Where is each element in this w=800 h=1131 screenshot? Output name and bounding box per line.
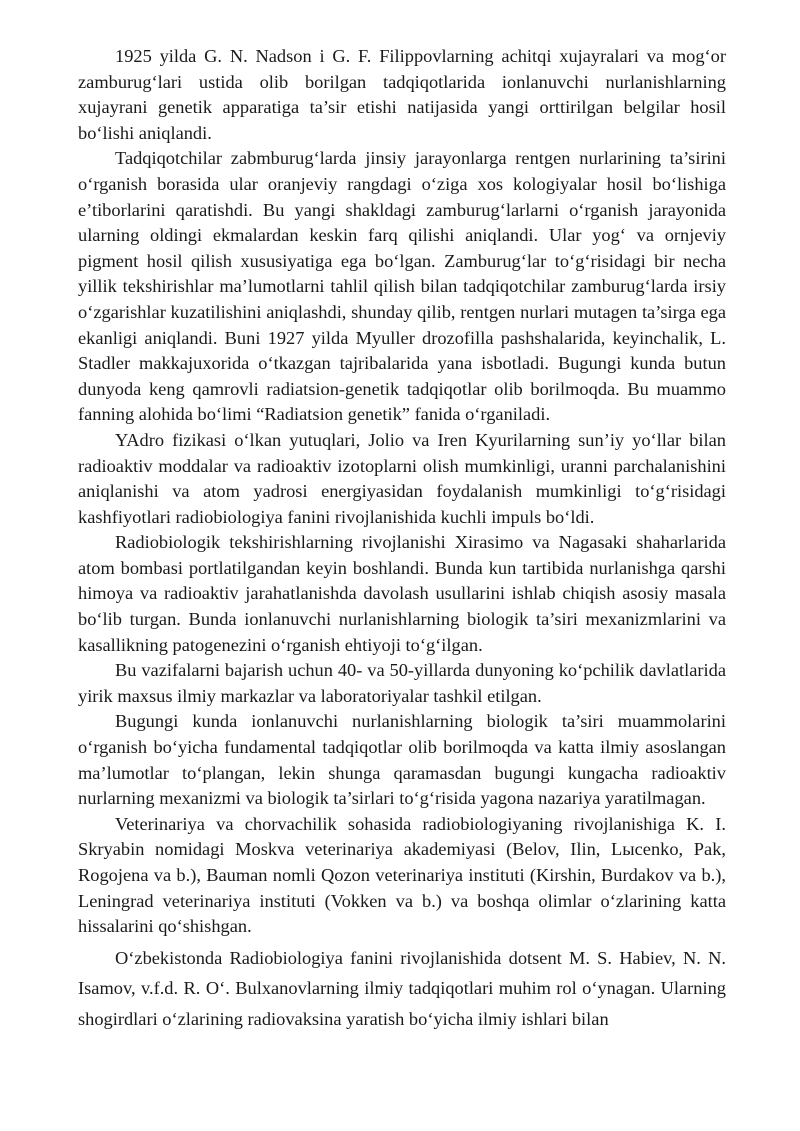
paragraph-hiroshima-nagasaki: Radiobiologik tekshirishlarning rivojlanishi Xirasimo va Nagasaki shaharlarida atom bombasi portlatilgandan keyin boshlandi. Bunda kun tartibida nurlanishga qarshi himoya va radioaktiv jarahatlanishda davolash usullarini ishlab chiqish asosiy masala bo‘lib turgan. Bunda ionlanuvchi nurlanishlarning biologik ta’siri mexanizmlarini va kasallikning patogenezini o‘rganish ehtiyoji to‘g‘ilgan.	[78, 532, 726, 655]
paragraph-nadson-research: 1925 yilda G. N. Nadson i G. F. Filippovlarning achitqi xujayralari va mog‘or zamburug‘lari ustida olib borilgan tadqiqotlarida ionlanuvchi nurlanishlarning xujayrani genetik apparatiga ta’sir etishi natijasida yangi orttirilgan belgilar hosil bo‘lishi aniqlandi.	[78, 46, 726, 143]
document-page	[78, 44, 726, 1034]
paragraph-veterinary-radiobiology: Veterinariya va chorvachilik sohasida radiobiologiyaning rivojlanishiga K. I. Skryabin nomidagi Moskva veterinariya akademiyasi (Belov, Ilin, Lысenko, Pak, Rogojena va b.), Bauman nomli Qozon veterinariya instituti (Kirshin, Burdakov va b.), Leningrad veterinariya instituti (Vokken va b.) va boshqa olimlar o‘zlarining katta hissalarini qo‘shishgan.	[78, 813, 726, 937]
paragraph-research-centers: Bu vazifalarni bajarish uchun 40- va 50-yillarda dunyoning ko‘pchilik davlatlarida yirik maxsus ilmiy markazlar va laboratoriyalar tashkil etilgan.	[78, 660, 726, 706]
paragraph-uzbekistan-radiobiology: O‘zbekistonda Radiobiologiya fanini rivojlanishida dotsent M. S. Habiev, N. N. Isamov, v.f.d. R. O‘. Bulxanovlarning ilmiy tadqiqotlari muhim rol o‘ynagan. Ularning shogirdlari o‘zlarining radiovaksina yaratish bo‘yicha ilmiy ishlari bilan	[78, 947, 726, 1029]
paragraph-nuclear-physics: YAdro fizikasi o‘lkan yutuqlari, Jolio va Iren Kyurilarning sun’iy yo‘llar bilan radioaktiv moddalar va radioaktiv izotoplarni olish mumkinligi, uranni parchalanishini aniqlanishi va atom yadrosi energiyasidan foydalanish mumkinligi to‘g‘risidagi kashfiyotlari radiobiologiya fanini rivojlanishida kuchli impuls bo‘ldi.	[78, 429, 726, 527]
paragraph-fundamental-research: Bugungi kunda ionlanuvchi nurlanishlarning biologik ta’siri muammolarini o‘rganish bo‘yicha fundamental tadqiqotlar olib borilmoqda va katta ilmiy asoslangan ma’lumotlar to‘plangan, lekin shunga qaramasdan bugungi kungacha radioaktiv nurlarning mexanizmi va biologik ta’sirlari to‘g‘risida yagona nazariya yaratilmagan.	[78, 711, 726, 809]
paragraph-fungi-xray: Tadqiqotchilar zabmburug‘larda jinsiy jarayonlarga rentgen nurlarining ta’sirini o‘rganish borasida ular oranjeviy rangdagi o‘ziga xos kologiyalar hosil bo‘lishiga e’tiborlarini qaratishdi. Bu yangi shakldagi zamburug‘larlarni o‘rganish jarayonida ularning oldingi ekmalardan keskin farq qilishi aniqlandi. Ular yog‘ va ornjeviy pigment hosil qilish xususiyatiga ega bo‘lgan. Zamburug‘lar to‘g‘risidagi bir necha yillik tekshirishlar ma’lumotlarni tahlil qilish bilan tadqiqotchilar zamburug‘larda irsiy o‘zgarishlar kuzatilishini aniqlashdi, shunday qilib, rentgen nurlari mutagen ta’sirga ega ekanligi aniqlandi. Buni 1927 yilda Myuller drozofilla pashshalarida, keyinchalik, L. Stadler makkajuxorida o‘tkazgan tajribalarida yana isbotladi. Bugungi kunda butun dunyoda keng qamrovli radiatsion-genetik tadqiqotlar olib borilmoqda. Bu muammo fanning alohida bo‘limi “Radiatsion genetik” fanida o‘rganiladi.	[78, 148, 726, 425]
